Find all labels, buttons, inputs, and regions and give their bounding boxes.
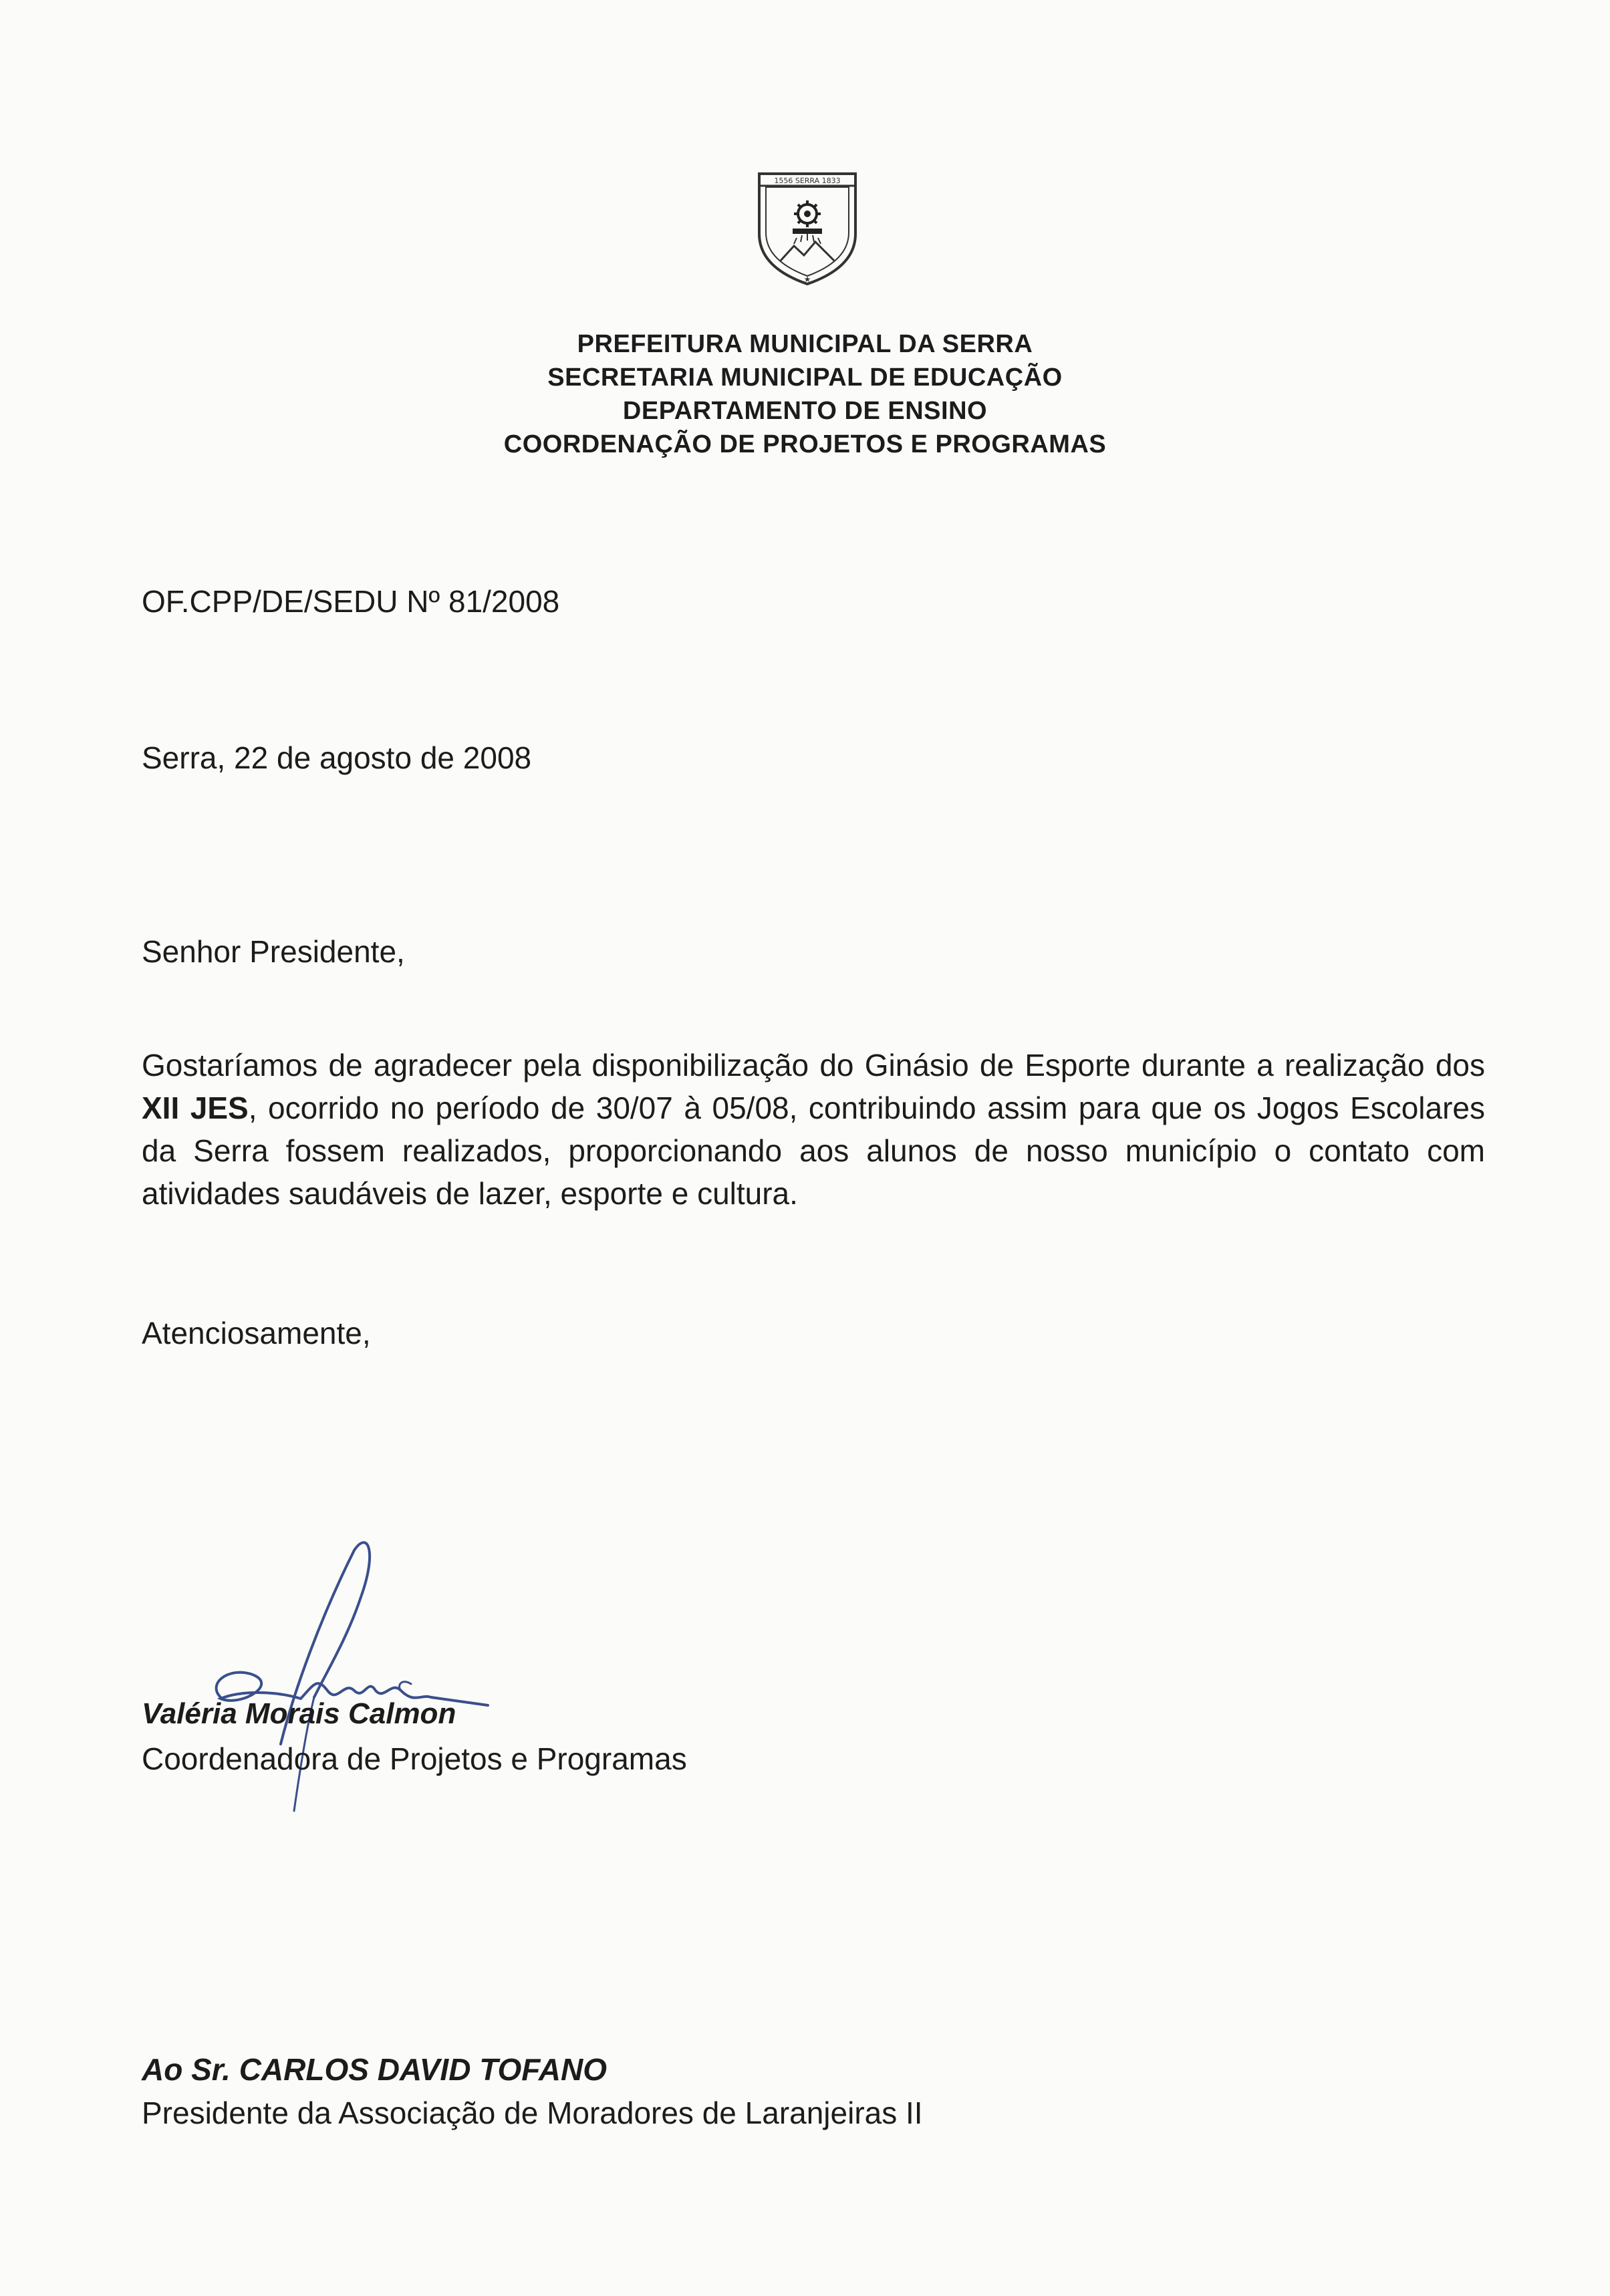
svg-text:★: ★ <box>803 275 811 284</box>
salutation: Senhor Presidente, <box>142 934 405 969</box>
body-text-part1: Gostaríamos de agradecer pela disponibilização do Ginásio de Esporte durante a realização dos <box>142 1048 1485 1083</box>
document-date: Serra, 22 de agosto de 2008 <box>142 740 532 775</box>
letterhead <box>0 327 1610 461</box>
municipal-crest-icon <box>754 167 861 287</box>
body-paragraph <box>142 1044 1485 1215</box>
letterhead-secretaria: SECRETARIA MUNICIPAL DE EDUCAÇÃO <box>547 364 1063 392</box>
document-reference: OF.CPP/DE/SEDU Nº 81/2008 <box>142 584 560 619</box>
addressee-name: Ao Sr. CARLOS DAVID TOFANO <box>142 2052 608 2087</box>
addressee-role: Presidente da Associação de Moradores de Laranjeiras II <box>142 2096 923 2130</box>
letterhead-prefeitura: PREFEITURA MUNICIPAL DA SERRA <box>577 330 1033 358</box>
body-highlight-jes: XII JES <box>142 1091 249 1125</box>
signatory-name: Valéria Morais Calmon <box>142 1697 456 1730</box>
body-text-part2: , ocorrido no período de 30/07 à 05/08, contribuindo assim para que os Jogos Escolares da Serra fossem realizados, proporcionando aos alunos de nosso município o contato com atividades saudáveis de lazer, esporte e cultura. <box>142 1091 1486 1211</box>
letterhead-coordenacao: COORDENAÇÃO DE PROJETOS E PROGRAMAS <box>503 430 1107 458</box>
letterhead-departamento: DEPARTAMENTO DE ENSINO <box>622 397 988 425</box>
crest-banner-text: 1556 SERRA 1833 <box>774 176 841 185</box>
signatory-role: Coordenadora de Projetos e Programas <box>142 1741 687 1776</box>
closing: Atenciosamente, <box>142 1316 371 1350</box>
